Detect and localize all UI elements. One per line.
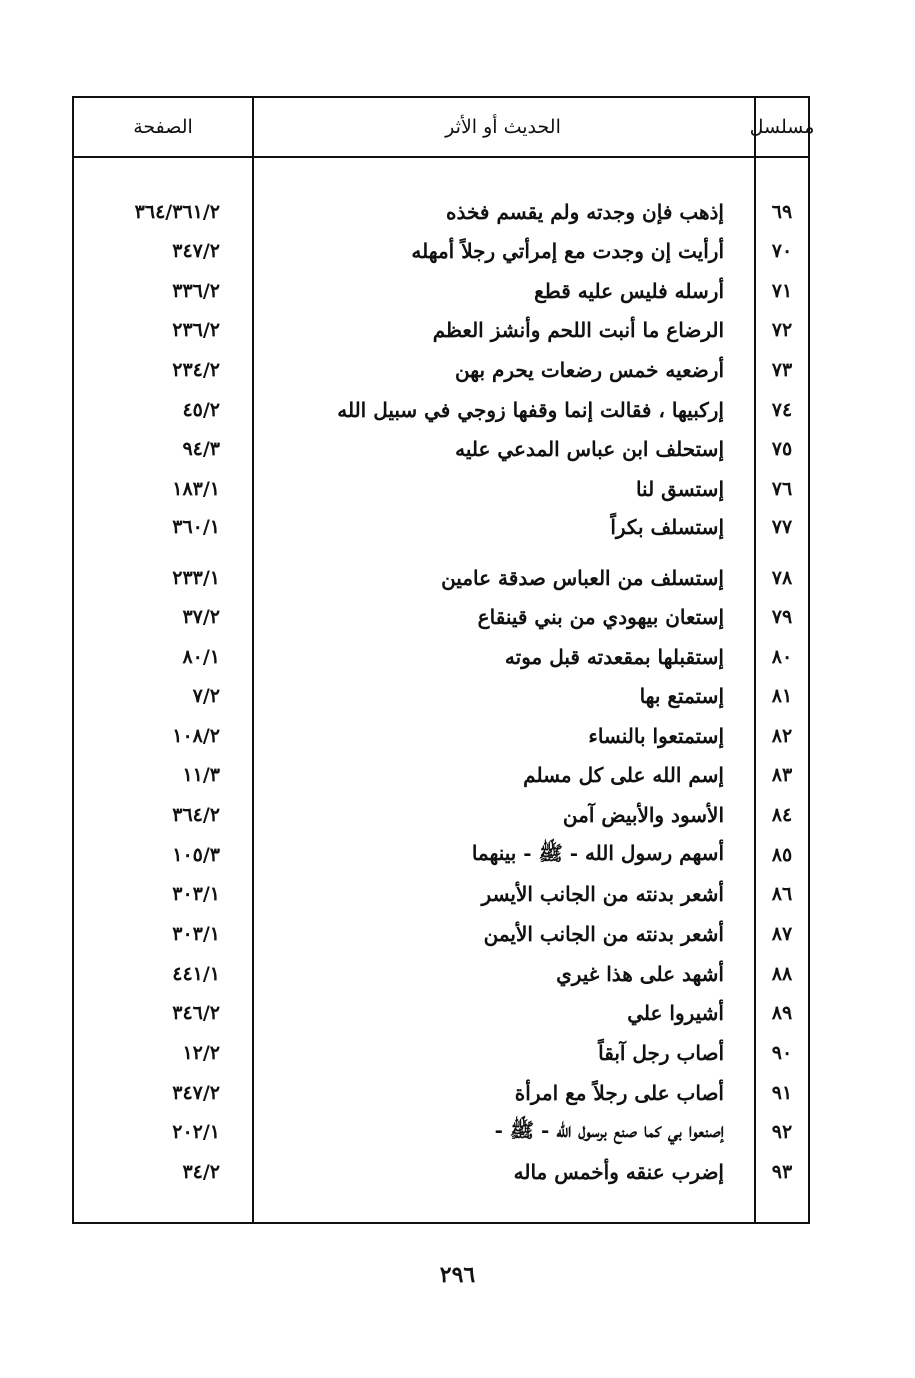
row-hadith-text: إستسلف من العباس صدقة عامين: [441, 566, 724, 590]
page-number: ٢٩٦: [439, 1262, 476, 1288]
table-row: [74, 875, 808, 913]
row-page-ref: ٨٠/١: [182, 646, 220, 668]
table-row: [74, 756, 808, 794]
row-page-ref: ٣٤/٢: [182, 1161, 220, 1183]
index-table: [72, 96, 815, 1224]
row-serial: ٨٢: [771, 725, 793, 747]
row-serial: ٨٤: [771, 804, 793, 826]
row-page-ref: ١٠٨/٢: [172, 725, 220, 747]
row-page-ref-cell: [92, 470, 220, 508]
row-serial: ٨٧: [771, 923, 793, 945]
row-page-ref: ٣٤٧/٢: [172, 240, 220, 262]
row-page-ref: ٢٣٣/١: [172, 567, 220, 589]
row-hadith-text: أصاب رجل آبقاً: [598, 1041, 724, 1065]
row-hadith-text: أرسله فليس عليه قطع: [534, 279, 724, 303]
row-page-ref-cell: [92, 232, 220, 270]
table-row: [74, 638, 808, 676]
row-hadith-text: أصاب على رجلاً مع امرأة: [514, 1081, 724, 1105]
table-row: [74, 1034, 808, 1072]
row-page-ref-cell: [92, 836, 220, 874]
row-page-ref-cell: [92, 875, 220, 913]
row-serial: ٦٩: [771, 201, 793, 223]
row-page-ref: ٢٠٢/١: [172, 1121, 220, 1143]
row-hadith-text: إستسق لنا: [635, 477, 724, 501]
table-row: [74, 836, 808, 874]
row-serial: ٨٠: [771, 646, 793, 668]
row-page-ref: ١٢/٢: [182, 1042, 220, 1064]
table-row: [74, 470, 808, 508]
row-hadith-text: إسم الله على كل مسلم: [523, 763, 724, 787]
row-page-ref-cell: [92, 272, 220, 310]
table-row: [74, 311, 808, 349]
row-serial: ٩١: [771, 1082, 793, 1104]
row-serial: ٧٩: [771, 606, 793, 628]
row-hadith-text: الرضاع ما أنبت اللحم وأنشز العظم: [432, 318, 724, 342]
table-row: [74, 677, 808, 715]
row-serial: ٩٢: [771, 1121, 793, 1143]
row-serial: ٧١: [771, 280, 793, 302]
row-page-ref-cell: [92, 430, 220, 468]
row-hadith-text: إستحلف ابن عباس المدعي عليه: [455, 437, 724, 461]
header-serial: مسلسل: [749, 116, 815, 138]
row-hadith-text: إصنعوا بي كما صنع برسول الله - ﷺ -: [494, 1117, 724, 1142]
row-serial: ٧٣: [771, 359, 793, 381]
row-hadith-text: إستسلف بكراً: [610, 515, 724, 539]
row-page-ref-cell: [92, 1034, 220, 1072]
table-row: [74, 1074, 808, 1112]
row-page-ref: ٣٠٣/١: [172, 883, 220, 905]
row-serial: ٧٨: [771, 567, 793, 589]
row-serial: ٨٣: [771, 764, 793, 786]
table-row: [74, 391, 808, 429]
row-page-ref-cell: [92, 351, 220, 389]
table-row: [74, 955, 808, 993]
row-serial: ٨٨: [771, 963, 793, 985]
row-page-ref: ٤٥/٢: [182, 399, 220, 421]
row-page-ref-cell: [92, 955, 220, 993]
row-hadith-text: إذهب فإن وجدته ولم يقسم فخذه: [446, 200, 724, 224]
row-page-ref-cell: [92, 915, 220, 953]
table-row: [74, 559, 808, 597]
row-page-ref-cell: [92, 756, 220, 794]
table-row: [74, 351, 808, 389]
row-page-ref-cell: [92, 1113, 220, 1151]
row-page-ref: ٣٦٤/٢: [172, 804, 220, 826]
row-serial: ٨٦: [771, 883, 793, 905]
row-page-ref: ٣٧/٢: [182, 606, 220, 628]
row-hadith-text: إستقبلها بمقعدته قبل موته: [504, 645, 724, 669]
table-row: [74, 232, 808, 270]
row-hadith-text: الأسود والأبيض آمن: [562, 803, 724, 827]
row-page-ref-cell: [92, 193, 220, 231]
row-serial: ٨١: [771, 685, 793, 707]
row-page-ref-cell: [92, 311, 220, 349]
row-page-ref-cell: [92, 677, 220, 715]
row-page-ref: ٢٣٦/٢: [172, 319, 220, 341]
row-page-ref: ٣٤٧/٢: [172, 1082, 220, 1104]
row-serial: ٧٥: [771, 438, 793, 460]
header-page: الصفحة: [133, 116, 193, 138]
row-page-ref: ١١/٣: [182, 764, 220, 786]
row-page-ref-cell: [92, 717, 220, 755]
row-hadith-text: إستمتع بها: [639, 684, 724, 708]
row-page-ref-cell: [92, 559, 220, 597]
table-row: [74, 272, 808, 310]
row-serial: ٧٧: [771, 516, 793, 538]
table-row: [74, 994, 808, 1032]
row-hadith-text: إستعان بيهودي من بني قينقاع: [477, 605, 724, 629]
row-serial: ٩٣: [771, 1161, 793, 1183]
row-serial: ٨٩: [771, 1002, 793, 1024]
row-page-ref-cell: [92, 1153, 220, 1191]
row-hadith-text: أرأيت إن وجدت مع إمرأتي رجلاً أمهله: [411, 239, 724, 263]
row-serial: ٧٤: [771, 399, 793, 421]
row-page-ref: ٣٦٠/١: [172, 516, 220, 538]
row-page-ref: ٣٤٦/٢: [172, 1002, 220, 1024]
table-row: [74, 193, 808, 231]
row-page-ref-cell: [92, 1074, 220, 1112]
row-page-ref-cell: [92, 994, 220, 1032]
row-hadith-text: إضرب عنقه وأخمس ماله: [513, 1160, 724, 1184]
row-page-ref: ٣٦٤/٣٦١/٢: [134, 201, 220, 223]
table-row: [74, 1153, 808, 1191]
row-serial: ٧٠: [771, 240, 793, 262]
row-page-ref-cell: [92, 391, 220, 429]
row-hadith-text: إركبيها ، فقالت إنما وقفها زوجي في سبيل الله: [337, 398, 724, 422]
table-row: [74, 508, 808, 546]
row-page-ref: ٣٣٦/٢: [172, 280, 220, 302]
row-page-ref: ١٨٣/١: [172, 478, 220, 500]
table-row: [74, 717, 808, 755]
row-serial: ٩٠: [771, 1042, 793, 1064]
row-page-ref-cell: [92, 796, 220, 834]
header-divider: [74, 156, 808, 158]
table-row: [74, 796, 808, 834]
table-row: [74, 915, 808, 953]
table-row: [74, 430, 808, 468]
row-page-ref: ٧/٢: [192, 685, 220, 707]
row-hadith-text: أشعر بدنته من الجانب الأيسر: [481, 882, 724, 906]
row-page-ref-cell: [92, 508, 220, 546]
row-hadith-text: أشهد على هذا غيري: [556, 962, 724, 986]
row-page-ref-cell: [92, 598, 220, 636]
row-page-ref: ٣٠٣/١: [172, 923, 220, 945]
row-page-ref: ١٠٥/٣: [172, 844, 220, 866]
row-page-ref: ٩٤/٣: [182, 438, 220, 460]
header-hadith: الحديث أو الأثر: [445, 116, 561, 138]
row-page-ref: ٢٣٤/٢: [172, 359, 220, 381]
table-row: [74, 1113, 808, 1151]
row-serial: ٧٢: [771, 319, 793, 341]
row-page-ref-cell: [92, 638, 220, 676]
row-hadith-text: أشعر بدنته من الجانب الأيمن: [483, 922, 724, 946]
row-hadith-text: أسهم رسول الله - ﷺ - بينهما: [471, 840, 724, 865]
row-serial: ٧٦: [771, 478, 793, 500]
row-page-ref: ٤٤١/١: [172, 963, 220, 985]
row-hadith-text: أشيروا علي: [627, 1001, 724, 1025]
row-hadith-text: إستمتعوا بالنساء: [588, 724, 724, 748]
row-serial: ٨٥: [771, 844, 793, 866]
row-hadith-text: أرضعيه خمس رضعات يحرم بهن: [455, 358, 724, 382]
table-row: [74, 598, 808, 636]
